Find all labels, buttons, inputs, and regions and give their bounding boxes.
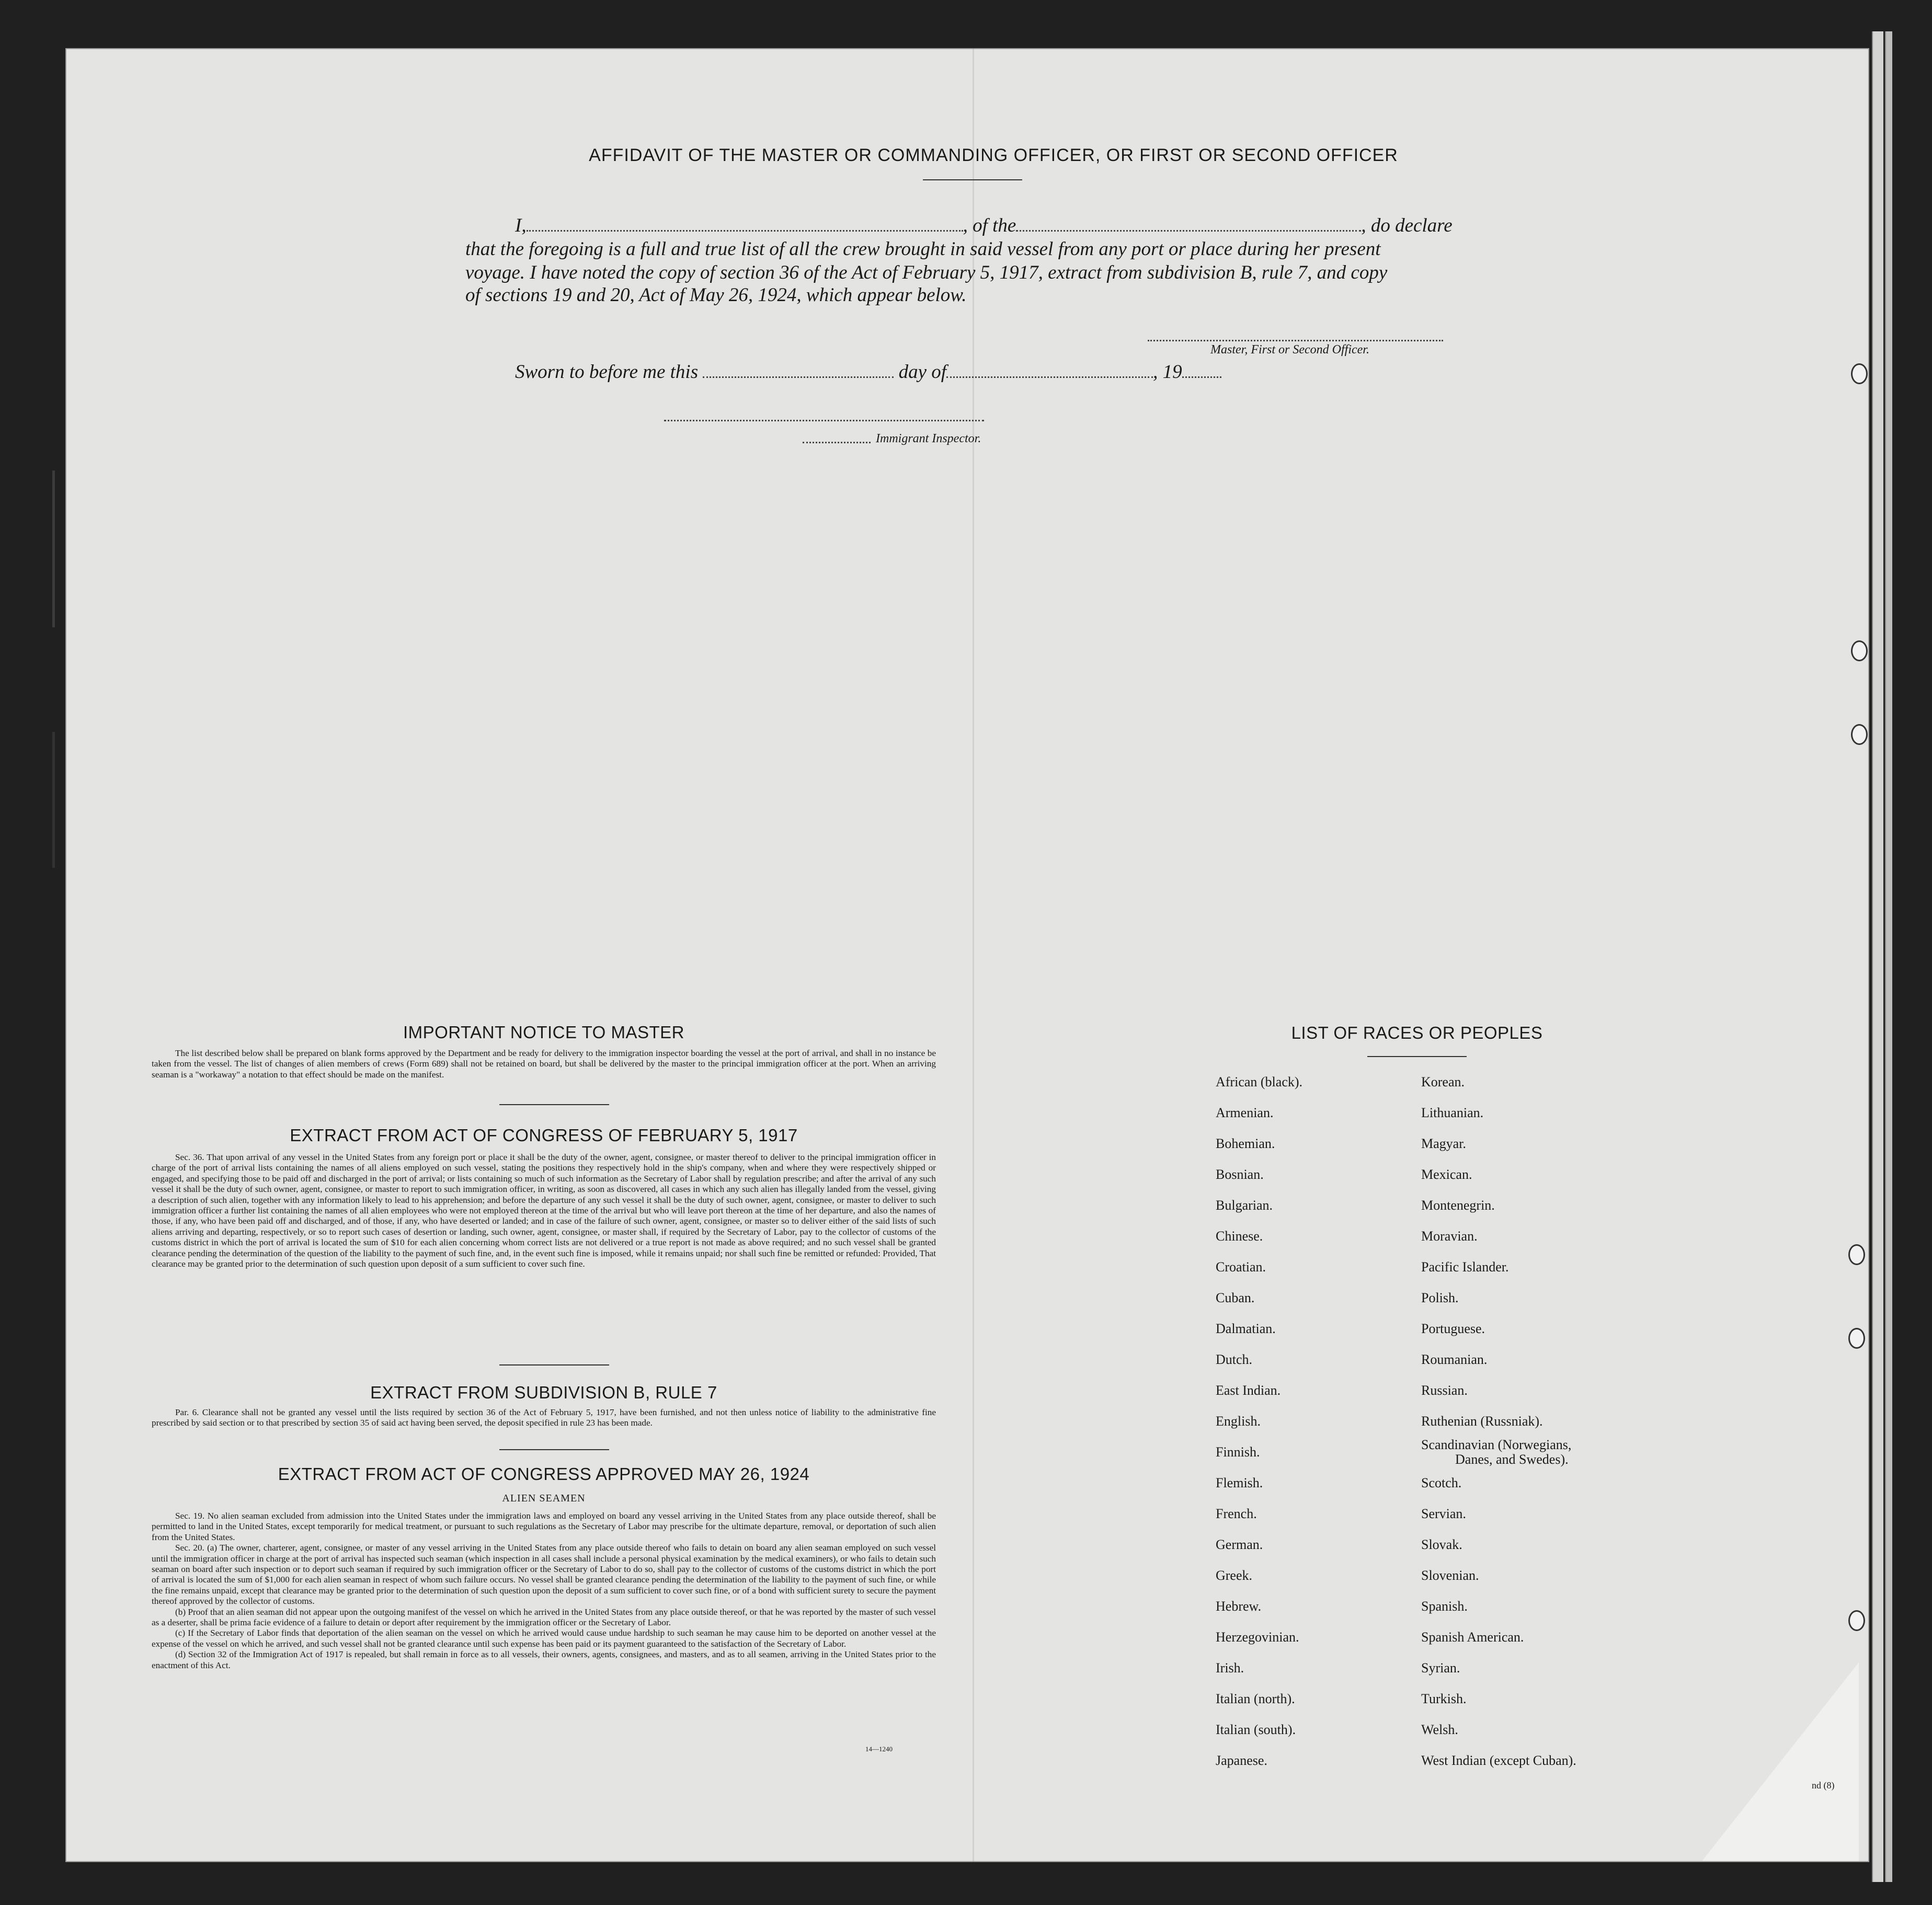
sworn-day-of: day of <box>898 361 947 383</box>
race-item: Croatian. <box>1216 1259 1266 1275</box>
race-item: Spanish. <box>1421 1599 1468 1614</box>
race-item: Moravian. <box>1421 1229 1478 1244</box>
race-item: Italian (south). <box>1216 1722 1296 1737</box>
races-right-column <box>1421 1074 1576 1784</box>
race-item: Greek. <box>1216 1568 1253 1583</box>
sec-36-paragraph: Sec. 36. That upon arrival of any vessel in the United States from any foreign port or place it shall be the duty of the owner, agent, consignee, or master thereof to deliver to the principal immigration officer in charge of the port of arrival lists containing the names of all aliens employed on such vessel, stating the positions they respectively hold in the ship's company, when and where they were respectively shipped or engaged, and specifying those to be paid off and discharged in the port of arrival; or lists containing so much of such information as the Secretary of Labor shall by regulation prescribe; and after the arrival of any such vessel it shall be the duty of such owner, agent, consignee, or master to report to such immigration officer, in writing, as soon as discovered, all cases in which any such alien has illegally landed from the vessel, giving a description of such alien, together with any information likely to lead to his apprehension; and before the departure of any such vessel it shall be the duty of such owner, agent, consignee, or master to deliver to such immigration officer a further list containing the names of all alien employees who were not employed thereon at the time of the arrival but who will leave port thereon at the time of her departure, and also the names of those, if any, who have been paid off and discharged, and of those, if any, who have deserted or landed; and in case of the failure of such owner, agent, consignee, or master so to deliver either of the said lists of such aliens arriving and departing, respectively, or so to report such cases of desertion or landing, such owner, agent, consignee, or master shall, if required by the Secretary of Labor, pay to the collector of customs of the customs district in which the port of arrival is located the sum of $10 for each alien concerning whom correct lists are not delivered or a true report is not made as above required; and no such vessel shall be granted clearance pending the determination of the question of the liability to the payment of such fine, and, in the event such fine is imposed, while it remains unpaid; nor shall such fine be remitted or refunded: Provided, That clearance may be granted prior to the determination of such question upon deposit of a sum sufficient to cover such fine. <box>152 1152 936 1269</box>
race-item: Lithuanian. <box>1421 1105 1484 1120</box>
affidavit-title: AFFIDAVIT OF THE MASTER OR COMMANDING OFFICER, OR FIRST OR SECOND OFFICER <box>589 145 1398 165</box>
month-blank[interactable] <box>946 376 1153 378</box>
race-item: Russian. <box>1421 1383 1468 1398</box>
race-item: Magyar. <box>1421 1136 1466 1151</box>
extract-1917-text <box>152 1152 936 1269</box>
race-item-continued: Danes, and Swedes). <box>1455 1452 1569 1467</box>
race-item: Dutch. <box>1216 1352 1253 1367</box>
master-signature-line[interactable] <box>1148 340 1443 341</box>
race-item: Polish. <box>1421 1290 1459 1305</box>
folded-corner <box>1702 1662 1859 1861</box>
race-item: Hebrew. <box>1216 1599 1262 1614</box>
race-item: French. <box>1216 1506 1257 1521</box>
divider <box>499 1364 609 1365</box>
affidavit-line-2: that the foregoing is a full and true list of all the crew brought in said vessel from any port or place during her present <box>465 238 1381 260</box>
sworn-year: , 19 <box>1153 361 1182 383</box>
race-item: Welsh. <box>1421 1722 1458 1737</box>
notice-text <box>152 1048 936 1080</box>
alien-seamen-subtitle: ALIEN SEAMEN <box>502 1493 586 1504</box>
race-item: Flemish. <box>1216 1475 1263 1490</box>
race-item: Herzegovinian. <box>1216 1629 1299 1645</box>
notice-paragraph: The list described below shall be prepared on blank forms approved by the Department and be ready for delivery to the immigration inspector boarding the vessel at the port of arrival, and shall in no instance be taken from the vessel. The list of changes of alien members of crews (Form 689) shall not be retained on board, but shall be delivered by the master to the principal immigration officer at the port. When an arriving seaman is a "workaway" a notation to that effect should be made on the manifest. <box>152 1048 936 1080</box>
race-item: Scotch. <box>1421 1475 1462 1490</box>
margin-mark <box>52 470 55 627</box>
race-item: German. <box>1216 1537 1263 1552</box>
sec-20d-paragraph: (d) Section 32 of the Immigration Act of 1917 is repealed, but shall remain in force as to all vessels, their owners, agents, consignees, and masters, and as to all seamen, arriving in the United States prior to the enactment of this Act. <box>152 1649 936 1670</box>
extract-1924-title: EXTRACT FROM ACT OF CONGRESS APPROVED MAY 26, 1924 <box>278 1464 810 1484</box>
race-item: Syrian. <box>1421 1660 1460 1676</box>
race-item: Portuguese. <box>1421 1321 1485 1336</box>
race-item: Servian. <box>1421 1506 1466 1521</box>
vessel-blank[interactable] <box>1016 230 1361 232</box>
sworn-prefix: Sworn to before me this <box>515 361 699 383</box>
page-edge-back <box>1885 31 1892 1882</box>
race-item: Bosnian. <box>1216 1167 1264 1182</box>
divider <box>499 1104 609 1105</box>
divider <box>923 179 1022 180</box>
race-item: Dalmatian. <box>1216 1321 1276 1336</box>
notice-title: IMPORTANT NOTICE TO MASTER <box>403 1023 684 1042</box>
punch-hole <box>1848 1244 1865 1265</box>
affidavit-i: I, <box>515 215 527 236</box>
race-item: Chinese. <box>1216 1229 1263 1244</box>
punch-hole <box>1851 724 1868 745</box>
punch-hole <box>1848 1610 1865 1631</box>
sec-20a-paragraph: Sec. 20. (a) The owner, charterer, agent, consignee, or master of any vessel arriving in the United States from any place outside thereof who fails to detain on board any alien seaman employed on such vessel until the immigration officer in charge at the port of arrival has inspected such seaman (which inspection in all cases shall include a personal physical examination by the medical examiners), or who fails to detain such seaman on board after such inspection or to deport such seaman if required by such immigration officer or the Secretary of Labor to do so, shall pay to the collector of customs of the customs district in which the port of arrival is located the sum of $1,000 for each alien seaman in respect of whom such failure occurs. No vessel shall be granted clearance pending the determination of the liability to the payment of such fine, or while the fine remains unpaid, except that clearance may be granted prior to the determination of such question upon the deposit of a sum sufficient to cover such fine, or of a bond with sufficient surety to secure the payment thereof approved by the collector of customs. <box>152 1543 936 1606</box>
divider <box>1367 1056 1467 1057</box>
race-item: Bohemian. <box>1216 1136 1275 1151</box>
punch-hole <box>1848 1328 1865 1349</box>
race-item: West Indian (except Cuban). <box>1421 1753 1576 1768</box>
sec-19-paragraph: Sec. 19. No alien seaman excluded from admission into the United States under the immigration laws and employed on board any vessel arriving in the United States from any place outside thereof, shall be permitted to land in the United States, except temporarily for medical treatment, or pursuant to such regulations as the Secretary of Labor may prescribe for the ultimate departure, removal, or deportation of such alien from the United States. <box>152 1511 936 1542</box>
race-item: Italian (north). <box>1216 1691 1295 1706</box>
affidavit-do-declare: , do declare <box>1361 215 1453 236</box>
affidavit-line-1 <box>515 214 1453 237</box>
race-item: Roumanian. <box>1421 1352 1488 1367</box>
race-item: Montenegrin. <box>1421 1198 1495 1213</box>
race-item: Korean. <box>1421 1074 1465 1089</box>
race-item: Turkish. <box>1421 1691 1467 1706</box>
year-blank[interactable] <box>1182 376 1221 378</box>
center-fold <box>973 48 974 1862</box>
extract-1924-text <box>152 1511 936 1671</box>
extract-1917-title: EXTRACT FROM ACT OF CONGRESS OF FEBRUARY 5, 1917 <box>290 1126 798 1145</box>
race-item: Irish. <box>1216 1660 1244 1676</box>
race-item: Scandinavian (Norwegians, <box>1421 1437 1572 1452</box>
form-code: 14—1240 <box>865 1745 893 1753</box>
race-item: English. <box>1216 1414 1261 1429</box>
sworn-line <box>515 361 1221 383</box>
race-item: Armenian. <box>1216 1105 1274 1120</box>
extract-rule7-title: EXTRACT FROM SUBDIVISION B, RULE 7 <box>370 1383 717 1402</box>
master-label: Master, First or Second Officer. <box>1210 343 1369 357</box>
affidavit-line-4: of sections 19 and 20, Act of May 26, 1924, which appear below. <box>465 284 967 306</box>
inspector-label: Immigrant Inspector. <box>876 432 981 445</box>
race-item: Mexican. <box>1421 1167 1472 1182</box>
punch-hole <box>1851 363 1868 384</box>
race-item: Slovak. <box>1421 1537 1462 1552</box>
sec-20b-paragraph: (b) Proof that an alien seaman did not appear upon the outgoing manifest of the vessel on which he arrived in the United States from any place outside thereof, or that he was reported by the master of such vessel as a deserter, shall be prima facie evidence of a failure to detain or deport after requirement by the immigration officer or the Secretary of Labor. <box>152 1606 936 1628</box>
page-edge <box>1872 31 1883 1882</box>
race-item: Finnish. <box>1216 1444 1260 1460</box>
inspector-short-line <box>803 442 871 443</box>
race-item: Slovenian. <box>1421 1568 1479 1583</box>
race-item-scandinavian <box>1421 1437 1576 1475</box>
sec-20c-paragraph: (c) If the Secretary of Labor finds that deportation of the alien seaman on the vessel on which he arrived would cause undue hardship to such seaman he may cause him to be deported on another vessel at the expense of the vessel on which he arrived, and such vessel shall not be granted clearance until such expense has been paid or its payment guaranteed to the satisfaction of the Secretary of Labor. <box>152 1628 936 1649</box>
race-item: Bulgarian. <box>1216 1198 1273 1213</box>
punch-hole <box>1851 640 1868 661</box>
par-6-paragraph: Par. 6. Clearance shall not be granted any vessel until the lists required by section 36 of the Act of February 5, 1917, have been furnished, and not then unless notice of liability to the administrative fine prescribed by said section or to that prescribed by section 35 of said act having been served, the deposit specified in rule 23 has been made. <box>152 1407 936 1428</box>
race-item: Ruthenian (Russniak). <box>1421 1414 1543 1429</box>
corner-text: nd (8) <box>1812 1780 1835 1791</box>
affidavit-of-the: , of the <box>963 215 1016 236</box>
race-item: Pacific Islander. <box>1421 1259 1509 1275</box>
divider <box>499 1449 609 1450</box>
inspector-signature-line[interactable] <box>664 420 984 421</box>
race-item: Cuban. <box>1216 1290 1255 1305</box>
race-item: East Indian. <box>1216 1383 1281 1398</box>
races-left-column <box>1216 1074 1302 1784</box>
race-item: Japanese. <box>1216 1753 1267 1768</box>
extract-rule7-text <box>152 1407 936 1429</box>
affidavit-line-3: voyage. I have noted the copy of section 36 of the Act of February 5, 1917, extract from subdivision B, rule 7, and copy <box>465 262 1388 283</box>
margin-mark <box>52 732 55 868</box>
races-title: LIST OF RACES OR PEOPLES <box>1291 1023 1543 1042</box>
day-blank[interactable] <box>703 376 894 378</box>
race-item: Spanish American. <box>1421 1629 1524 1645</box>
race-item: African (black). <box>1216 1074 1303 1089</box>
name-blank[interactable] <box>527 230 963 232</box>
